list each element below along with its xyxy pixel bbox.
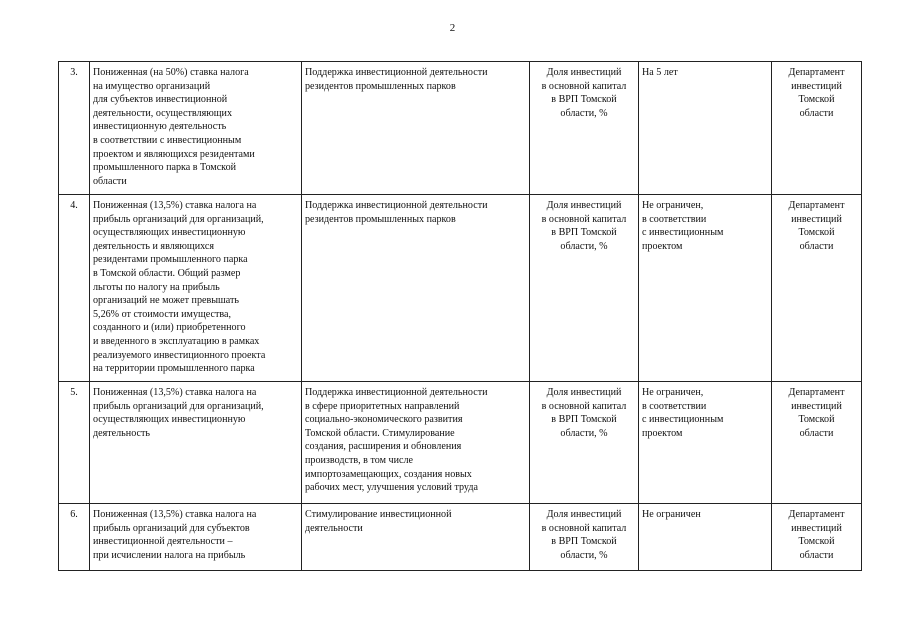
indicator-line: области, % (560, 240, 608, 252)
department-line: Департамент (788, 509, 845, 520)
goal-line: Поддержка инвестиционной деятельности (305, 67, 488, 78)
benefit-name-line: 5,26% от стоимости имущества, (93, 308, 232, 320)
benefit-name-cell (90, 62, 302, 195)
department-line: области (799, 107, 834, 119)
indicator-line: Доля инвестиций (546, 67, 622, 78)
goal-cell (302, 382, 530, 504)
benefit-name-line: Пониженная (на 50%) ставка налога (93, 67, 249, 78)
table-row (59, 195, 862, 382)
benefit-name-line: на имущество организаций (93, 80, 211, 92)
row-number-cell: 3. (59, 62, 90, 195)
benefit-name-line: для субъектов инвестиционной (93, 94, 228, 106)
benefit-name-line: области (93, 175, 127, 187)
table-row (59, 62, 862, 195)
goal-line: Стимулирование инвестиционной (305, 509, 452, 520)
benefit-name-line: прибыль организаций для субъектов (93, 522, 250, 534)
goal-cell (302, 195, 530, 382)
benefit-name-line: прибыль организаций для организаций, (93, 400, 264, 412)
department-line: инвестиций (791, 400, 842, 412)
department-line: Департамент (788, 387, 845, 398)
indicator-line: в основной капитал (541, 522, 627, 534)
benefit-name-line: при исчислении налога на прибыль (93, 549, 246, 561)
department-line: Томской (798, 414, 835, 426)
indicator-line: области, % (560, 549, 608, 561)
indicator-line: Доля инвестиций (546, 387, 622, 398)
goal-cell (302, 504, 530, 571)
indicator-line: в ВРП Томской (551, 414, 617, 426)
term-line: Не ограничен, (642, 387, 704, 398)
row-number-cell: 6. (59, 504, 90, 571)
department-line: Томской (798, 536, 835, 548)
indicator-cell (530, 195, 639, 382)
indicator-cell (530, 62, 639, 195)
benefit-name-line: деятельность и являющихся (93, 240, 214, 252)
benefit-name-line: осуществляющих инвестиционную (93, 414, 246, 426)
row-number-cell: 5. (59, 382, 90, 504)
benefit-name-line: в соответствии с инвестиционным (93, 134, 242, 146)
term-line: с инвестиционным (642, 414, 724, 426)
indicator-line: Доля инвестиций (546, 509, 622, 520)
department-cell (772, 62, 862, 195)
term-line: На 5 лет (642, 67, 678, 78)
benefit-name-line: резидентами промышленного парка (93, 254, 248, 266)
goal-line: резидентов промышленных парков (305, 80, 456, 92)
indicator-cell (530, 382, 639, 504)
benefit-name-line: созданного и (или) приобретенного (93, 322, 246, 334)
term-line: Не ограничен (642, 509, 701, 520)
benefit-name-line: реализуемого инвестиционного проекта (93, 349, 266, 361)
benefit-name-line: организаций не может превышать (93, 295, 240, 307)
table-row (59, 382, 862, 504)
department-cell (772, 504, 862, 571)
department-line: области (799, 240, 834, 252)
indicator-line: в ВРП Томской (551, 536, 617, 548)
term-line: проектом (642, 427, 683, 439)
indicator-line: области, % (560, 427, 608, 439)
tax-benefits-table (58, 61, 862, 571)
department-cell (772, 195, 862, 382)
department-line: инвестиций (791, 80, 842, 92)
goal-line: Поддержка инвестиционной деятельности (305, 200, 488, 211)
indicator-line: в ВРП Томской (551, 94, 617, 106)
department-line: Департамент (788, 200, 845, 211)
term-line: с инвестиционным (642, 227, 724, 239)
benefit-name-line: инвестиционную деятельность (93, 121, 227, 133)
indicator-line: в основной капитал (541, 213, 627, 225)
benefit-name-line: льготы по налогу на прибыль (93, 281, 220, 293)
goal-line: социально-экономического развития (305, 414, 463, 426)
department-cell (772, 382, 862, 504)
benefit-name-line: прибыль организаций для организаций, (93, 213, 264, 225)
department-line: Томской (798, 227, 835, 239)
goal-line: деятельности (305, 522, 363, 534)
benefit-name-line: в Томской области. Общий размер (93, 267, 241, 279)
goal-line: в сфере приоритетных направлений (305, 400, 460, 412)
goal-line: рабочих мест, улучшения условий труда (305, 482, 478, 494)
benefit-name-line: Пониженная (13,5%) ставка налога на (93, 509, 257, 520)
goal-line: Поддержка инвестиционной деятельности (305, 387, 488, 398)
term-cell (639, 62, 772, 195)
benefit-name-line: осуществляющих инвестиционную (93, 227, 246, 239)
indicator-cell (530, 504, 639, 571)
term-cell (639, 504, 772, 571)
row-number-cell: 4. (59, 195, 90, 382)
benefit-name-line: Пониженная (13,5%) ставка налога на (93, 200, 257, 211)
goal-line: резидентов промышленных парков (305, 213, 456, 225)
department-line: области (799, 549, 834, 561)
department-line: области (799, 427, 834, 439)
indicator-line: в основной капитал (541, 80, 627, 92)
benefit-name-cell (90, 382, 302, 504)
goal-line: импортозамещающих, создания новых (305, 468, 472, 480)
term-line: проектом (642, 240, 683, 252)
term-cell (639, 195, 772, 382)
goal-line: Томской области. Стимулирование (305, 427, 455, 439)
page-number: 2 (449, 22, 456, 34)
goal-line: создания, расширения и обновления (305, 441, 462, 453)
term-cell (639, 382, 772, 504)
benefit-name-line: инвестиционной деятельности – (93, 536, 233, 548)
term-line: в соответствии (642, 400, 707, 412)
indicator-line: в основной капитал (541, 400, 627, 412)
goal-cell (302, 62, 530, 195)
benefit-name-cell (90, 195, 302, 382)
department-line: Томской (798, 94, 835, 106)
indicator-line: в ВРП Томской (551, 227, 617, 239)
table-row (59, 504, 862, 571)
goal-line: производств, в том числе (305, 454, 413, 466)
benefit-name-line: промышленного парка в Томской (93, 162, 237, 174)
benefit-name-line: Пониженная (13,5%) ставка налога на (93, 387, 257, 398)
benefit-name-line: деятельность (93, 427, 150, 439)
department-line: инвестиций (791, 522, 842, 534)
benefit-name-line: и введенного в эксплуатацию в рамках (93, 335, 260, 347)
benefit-name-line: деятельности, осуществляющих (93, 107, 232, 119)
benefit-name-line: на территории промышленного парка (93, 363, 255, 375)
term-line: в соответствии (642, 213, 707, 225)
department-line: инвестиций (791, 213, 842, 225)
benefit-name-line: проектом и являющихся резидентами (93, 148, 255, 160)
term-line: Не ограничен, (642, 200, 704, 211)
department-line: Департамент (788, 67, 845, 78)
indicator-line: области, % (560, 107, 608, 119)
benefit-name-cell (90, 504, 302, 571)
indicator-line: Доля инвестиций (546, 200, 622, 211)
